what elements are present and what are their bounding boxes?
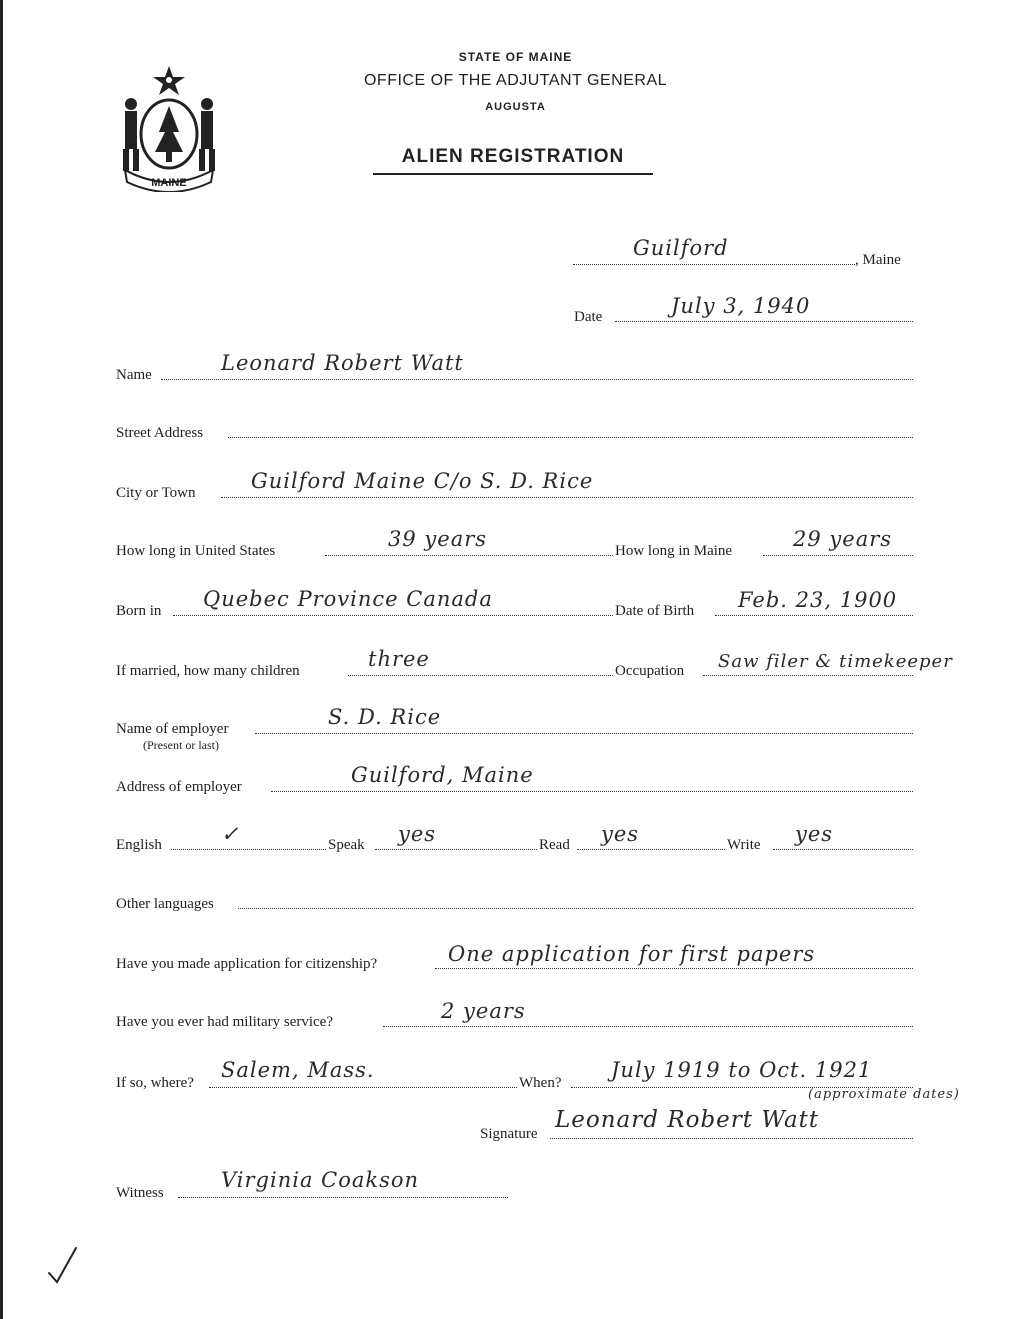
street-line [228,437,913,438]
date-line [615,321,913,322]
checkmark-icon [45,1245,79,1285]
witness-line [178,1197,508,1198]
other-languages-label: Other languages [116,896,214,912]
write-label: Write [727,837,761,853]
street-label: Street Address [116,425,204,441]
city-label: City or Town [116,485,196,501]
read-entry: yes [601,822,640,846]
witness-entry: Virginia Coakson [221,1168,420,1192]
town-line [573,264,855,265]
write-line [773,849,913,850]
city-entry: Guilford Maine C/o S. D. Rice [251,469,594,493]
other-languages-line [238,908,913,909]
military-entry: 2 years [441,999,526,1023]
citizenship-label: Have you made application for citizenship? [116,956,378,972]
speak-line [375,849,537,850]
maine-duration-label: How long in Maine [615,543,733,559]
military-line [383,1026,913,1027]
form-title: ALIEN REGISTRATION [401,146,625,167]
born-line [173,615,613,616]
name-line [161,379,913,380]
military-label: Have you ever had military service? [116,1014,333,1030]
maine-duration-line [763,555,913,556]
when-entry: July 1919 to Oct. 1921 [611,1058,873,1082]
employer-address-line [271,791,913,792]
employer-address-label: Address of employer [116,779,242,795]
when-label: When? [519,1075,562,1091]
write-entry: yes [795,822,834,846]
town-entry: Guilford [633,236,729,260]
occupation-entry: Saw filer & timekeeper [718,651,953,672]
where-entry: Salem, Mass. [221,1058,375,1082]
employer-label: Name of employer [116,721,229,737]
where-line [209,1087,517,1088]
signature-line [550,1138,913,1139]
signature-label: Signature [480,1126,538,1142]
occupation-label: Occupation [615,663,685,679]
title-underline [373,173,653,175]
children-label: If married, how many children [116,663,300,679]
town-suffix-label: , Maine [855,252,901,268]
employer-line [255,733,913,734]
read-label: Read [539,837,570,853]
maine-state-seal-icon [115,62,223,192]
dob-entry: Feb. 23, 1900 [738,588,898,612]
dob-label: Date of Birth [615,603,695,619]
speak-label: Speak [328,837,365,853]
occupation-line [703,675,913,676]
english-line [171,849,326,850]
english-label: English [116,837,162,853]
citizenship-line [435,968,913,969]
name-entry: Leonard Robert Watt [221,351,464,375]
header-city: AUGUSTA [485,101,546,113]
header-office: OFFICE OF THE ADJUTANT GENERAL [363,72,668,89]
us-duration-line [325,555,613,556]
seal-banner-text: MAINE [151,177,187,189]
born-entry: Quebec Province Canada [203,587,493,611]
witness-label: Witness [116,1185,164,1201]
signature-entry: Leonard Robert Watt [555,1107,820,1133]
born-label: Born in [116,603,162,619]
us-duration-entry: 39 years [388,527,488,551]
citizenship-entry: One application for first papers [448,942,816,966]
date-label: Date [574,309,603,325]
maine-duration-entry: 29 years [793,527,893,551]
children-entry: three [368,647,430,671]
employer-entry: S. D. Rice [328,705,442,729]
header-state: STATE OF MAINE [458,50,573,64]
employer-sublabel: (Present or last) [143,738,219,752]
when-note: (approximate dates) [808,1087,960,1102]
speak-entry: yes [398,822,437,846]
english-entry: ✓ [221,822,240,846]
dob-line [715,615,913,616]
date-entry: July 3, 1940 [671,294,811,318]
us-duration-label: How long in United States [116,543,276,559]
city-line [221,497,913,498]
read-line [577,849,725,850]
children-line [348,675,613,676]
name-label: Name [116,367,152,383]
employer-address-entry: Guilford, Maine [351,763,534,787]
where-label: If so, where? [116,1075,194,1091]
